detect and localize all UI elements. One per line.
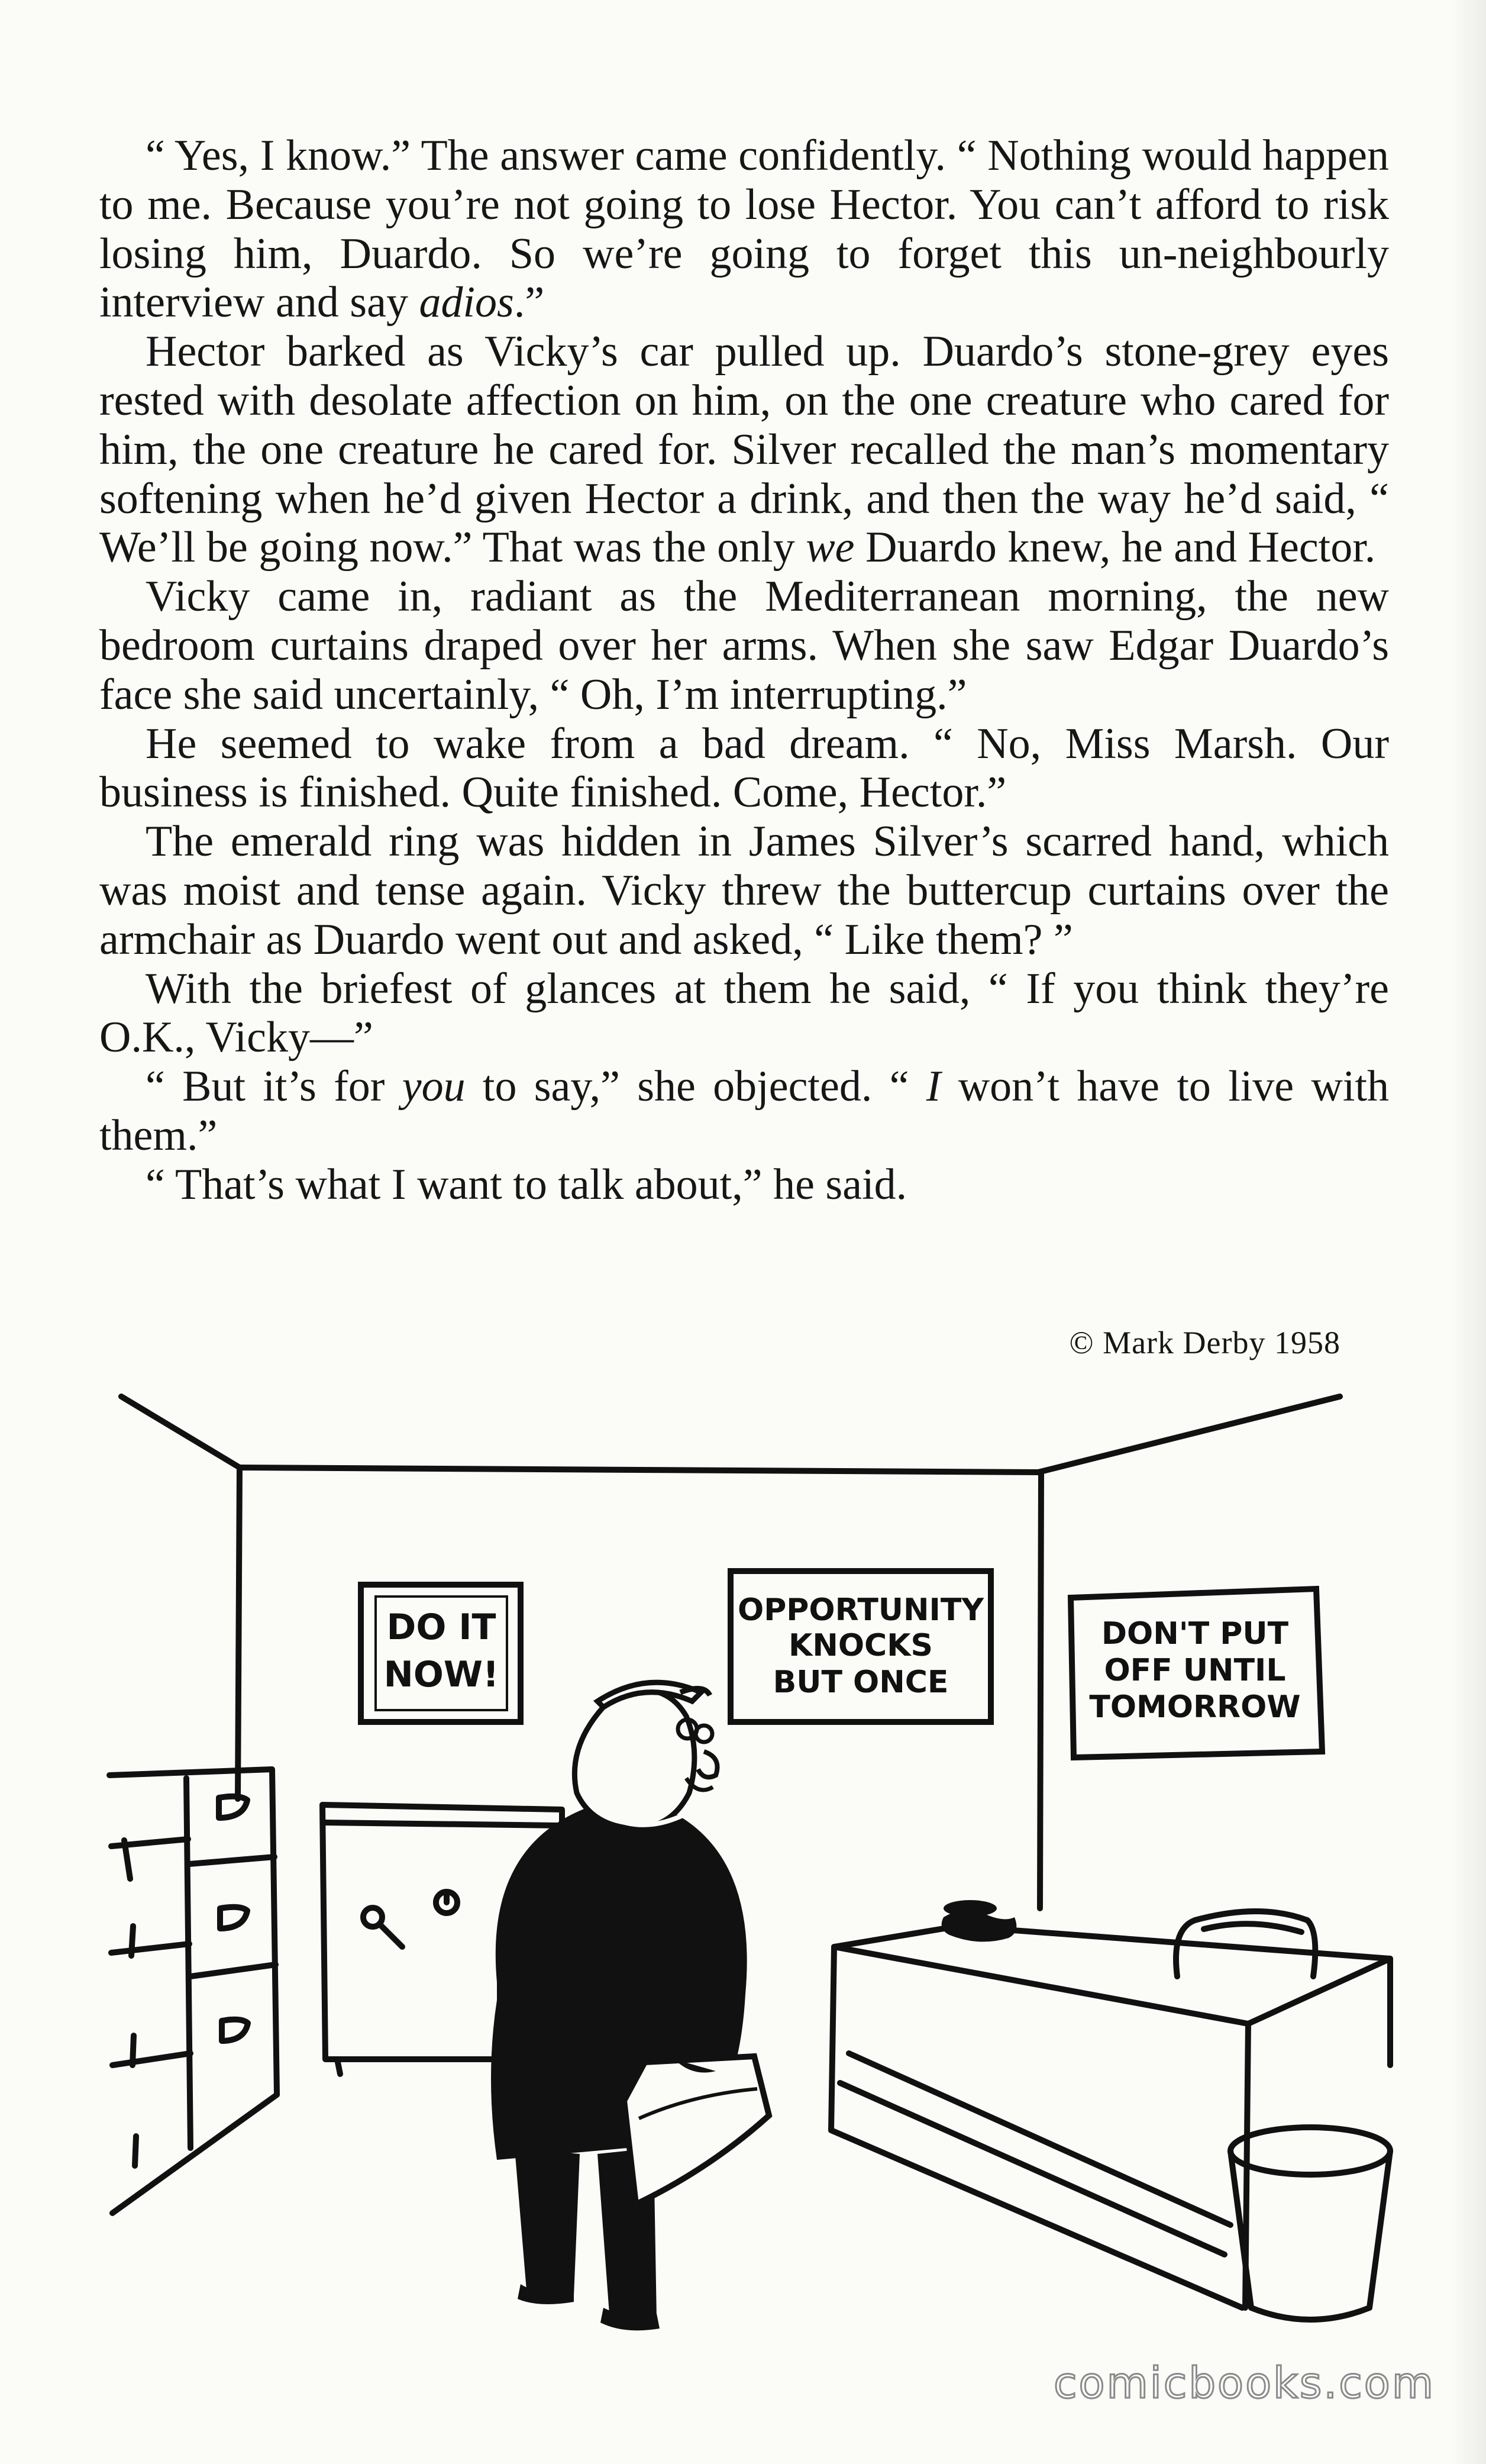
sign2-line1: OPPORTUNITY bbox=[737, 1592, 984, 1628]
paragraph-4: He seemed to wake from a bad dream. “ No, Miss Marsh. Our business is finished. Quite finished. Come, Hector.” bbox=[99, 719, 1389, 817]
man-with-briefcase bbox=[491, 1682, 769, 2330]
page-edge-shadow bbox=[1451, 0, 1486, 2464]
telephone-icon bbox=[942, 1900, 1017, 1941]
wastebasket bbox=[1230, 2127, 1390, 2320]
briefcase bbox=[624, 2039, 769, 2204]
sign1-line2: NOW! bbox=[383, 1654, 499, 1695]
sign-opportunity-knocks bbox=[731, 1571, 991, 1722]
paragraph-8: “ That’s what I want to talk about,” he said. bbox=[146, 1160, 907, 1209]
watermark-logo: comicbooks.com bbox=[1053, 2358, 1435, 2408]
paragraph-3: Vicky came in, radiant as the Mediterranean morning, the new bedroom curtains draped over her arms. When she saw Edgar Duardo’s face she said uncertainly, “ Oh, I’m interrupting.” bbox=[99, 572, 1389, 719]
sign-dont-put-off bbox=[1071, 1589, 1322, 1757]
office-cartoon bbox=[89, 1361, 1408, 2343]
story-text bbox=[99, 131, 1389, 1210]
paragraph-6: With the briefest of glances at them he said, “ If you think they’re O.K., Vicky—” bbox=[99, 964, 1389, 1062]
desk bbox=[831, 1926, 1390, 2308]
paragraph-2: Hector barked as Vicky’s car pulled up. Duardo’s stone-grey eyes rested with desolate affection on him, on the one creature who cared for him, the one creature he cared for. Silver recalled the man’s momentary softening when he’d given Hector a drink, and then the way he’d said, “ We’ll be going now.” That was the only we Duardo knew, he and Hector. bbox=[99, 327, 1389, 572]
filing-cabinet bbox=[109, 1769, 277, 2213]
paragraph-1: “ Yes, I know.” The answer came confidently. “ Nothing would happen to me. Because you’re not going to lose Hector. You can’t afford to risk losing him, Duardo. So we’re going to forget this un-neighbourly interview and say adios.” bbox=[99, 131, 1389, 327]
sign3-line1: DON'T PUT bbox=[1101, 1616, 1289, 1652]
sign-do-it-now bbox=[361, 1585, 521, 1722]
sign3-line3: TOMORROW bbox=[1089, 1689, 1301, 1725]
copyright-credit: © Mark Derby 1958 bbox=[1069, 1325, 1340, 1360]
sign1-line1: DO IT bbox=[386, 1607, 496, 1648]
paragraph-7: “ But it’s for you to say,” she objected. “ I won’t have to live with them.” bbox=[99, 1062, 1390, 1160]
paragraph-5: The emerald ring was hidden in James Silver’s scarred hand, which was moist and tense again. Vicky threw the buttercup curtains over the armchair as Duardo went out and asked, “ Like them? ” bbox=[99, 817, 1389, 964]
sign2-line3: BUT ONCE bbox=[773, 1665, 949, 1700]
sign3-line2: OFF UNTIL bbox=[1104, 1653, 1286, 1688]
sign2-line2: KNOCKS bbox=[789, 1628, 933, 1663]
